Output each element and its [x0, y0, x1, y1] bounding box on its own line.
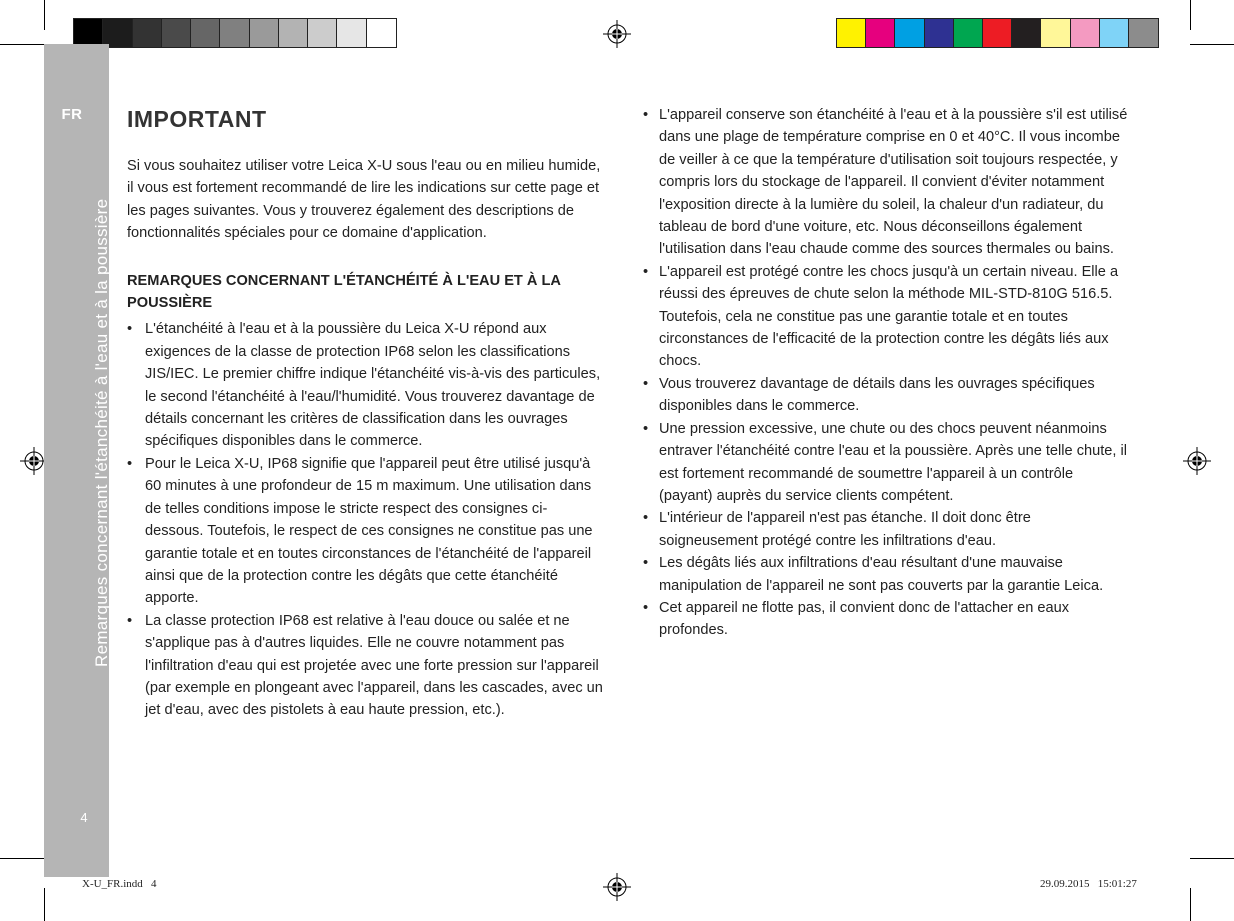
color-swatch [1071, 19, 1100, 47]
list-item: • L'étanchéité à l'eau et à la poussière du Leica X-U répond aux exigences de la classe de protection IP68 selon les classifications JIS/IEC. Le premier chiffre indique l'étanchéité vis-à-vis des particules, le second l'étanchéité à l'eau/l'humidité. Vous trouverez davantage de détails concernant les critères de classification dans les ouvrages spécifiques disponibles dans le commerce. [127, 318, 605, 452]
color-swatch [74, 19, 103, 47]
color-swatch [279, 19, 308, 47]
grayscale-color-bar [73, 18, 397, 48]
color-swatch [220, 19, 249, 47]
color-swatch [337, 19, 366, 47]
crop-mark [1190, 858, 1234, 859]
intro-paragraph: Si vous souhaitez utiliser votre Leica X-U sous l'eau ou en milieu humide, il vous est fortement recommandé de lire les indications sur cette page et les pages suivantes. Vous y trouverez également des descriptions de fonctionnalités spéciales pour ce domaine d'application. [127, 158, 601, 242]
right-bullet-list [643, 104, 1128, 642]
crop-mark [44, 888, 45, 921]
chapter-title-vertical: Remarques concernant l'étanchéité à l'eau et à la poussière [92, 198, 111, 667]
color-swatch [308, 19, 337, 47]
list-item: • Les dégâts liés aux infiltrations d'eau résultant d'une mauvaise manipulation de l'appareil ne sont pas couverts par la garantie Leica. [643, 552, 1128, 597]
language-label: FR [61, 106, 83, 123]
color-swatch [1041, 19, 1070, 47]
page-number: 4 [80, 810, 88, 825]
list-item: • L'appareil conserve son étanchéité à l'eau et à la poussière s'il est utilisé dans une plage de température comprise en 0 et 40°C. Il vous incombe de veiller à ce que la température d'utilisation soit toujours respectée, y compris lors du stockage de l'appareil. Il convient d'éviter notamment l'exposition directe à la lumière du soleil, la chaleur d'un radiateur, du tableau de bord d'une voiture, etc. Nous déconseillons également l'utilisation dans l'eau chaude comme des sources thermales ou bains. [643, 104, 1128, 261]
color-swatch [1100, 19, 1129, 47]
color-swatch [191, 19, 220, 47]
section-heading: REMARQUES CONCERNANT L'ÉTANCHÉITÉ À L'EAU ET À LA POUSSIÈRE [127, 272, 561, 312]
list-item: • Cet appareil ne flotte pas, il convient donc de l'attacher en eaux profondes. [643, 597, 1128, 642]
color-swatch [1012, 19, 1041, 47]
crop-mark [0, 44, 44, 45]
crop-mark [1190, 44, 1234, 45]
color-swatch [250, 19, 279, 47]
registration-mark-icon [603, 873, 631, 901]
color-swatch [133, 19, 162, 47]
color-swatch [983, 19, 1012, 47]
color-swatch [367, 19, 396, 47]
left-bullet-list [127, 318, 605, 721]
color-swatch [925, 19, 954, 47]
registration-mark-icon [603, 20, 631, 48]
registration-mark-icon [1183, 447, 1211, 475]
color-swatch [866, 19, 895, 47]
color-swatch [1129, 19, 1158, 47]
color-swatch [103, 19, 132, 47]
crop-mark [0, 858, 44, 859]
list-item: • Une pression excessive, une chute ou des chocs peuvent néanmoins entraver l'étanchéité contre l'eau et la poussière. Après une telle chute, il est fortement recommandé de soumettre l'appareil à un contrôle (payant) auprès du service clients compétent. [643, 418, 1128, 508]
page-sidebar [44, 44, 109, 877]
list-item: • Vous trouverez davantage de détails dans les ouvrages spécifiques disponibles dans le commerce. [643, 373, 1128, 418]
crop-mark [1190, 0, 1191, 30]
cmyk-color-bar [836, 18, 1159, 48]
color-swatch [954, 19, 983, 47]
left-column [127, 100, 605, 722]
list-item: • La classe protection IP68 est relative à l'eau douce ou salée et ne s'applique pas à d'autres liquides. Elle ne couvre notamment pas l'infiltration d'eau qui est projetée avec une forte pression sur l'appareil (par exemple en plongeant avec l'appareil, dans les cascades, avec un jet d'eau, avec des pistolets à eau haute pression, etc.). [127, 610, 605, 722]
list-item: • Pour le Leica X-U, IP68 signifie que l'appareil peut être utilisé jusqu'à 60 minutes à une profondeur de 15 m maximum. Une utilisation dans de telles conditions impose le stricte respect des consignes ci-dessous. Toutefois, le respect de ces consignes ne constitue pas une garantie totale et en toutes circonstances de l'étanchéité de l'appareil ainsi que de la protection contre les dégâts que cette étanchéité apporte. [127, 453, 605, 610]
color-swatch [837, 19, 866, 47]
color-swatch [162, 19, 191, 47]
list-item: • L'intérieur de l'appareil n'est pas étanche. Il doit donc être soigneusement protégé contre les infiltrations d'eau. [643, 507, 1128, 552]
page-title: IMPORTANT [127, 106, 267, 132]
list-item: • L'appareil est protégé contre les chocs jusqu'à un certain niveau. Elle a réussi des épreuves de chute selon la méthode MIL-STD-810G 516.5. Toutefois, cela ne constitue pas une garantie totale et en toutes circonstances de l'efficacité de la protection contre les dégâts liés aux chocs. [643, 261, 1128, 373]
slug-date: 29.09.2015 15:01:27 [1040, 878, 1137, 890]
crop-mark [1190, 888, 1191, 921]
color-swatch [895, 19, 924, 47]
slug-filename: X-U_FR.indd 4 [82, 878, 157, 890]
right-column [643, 104, 1128, 642]
crop-mark [44, 0, 45, 30]
